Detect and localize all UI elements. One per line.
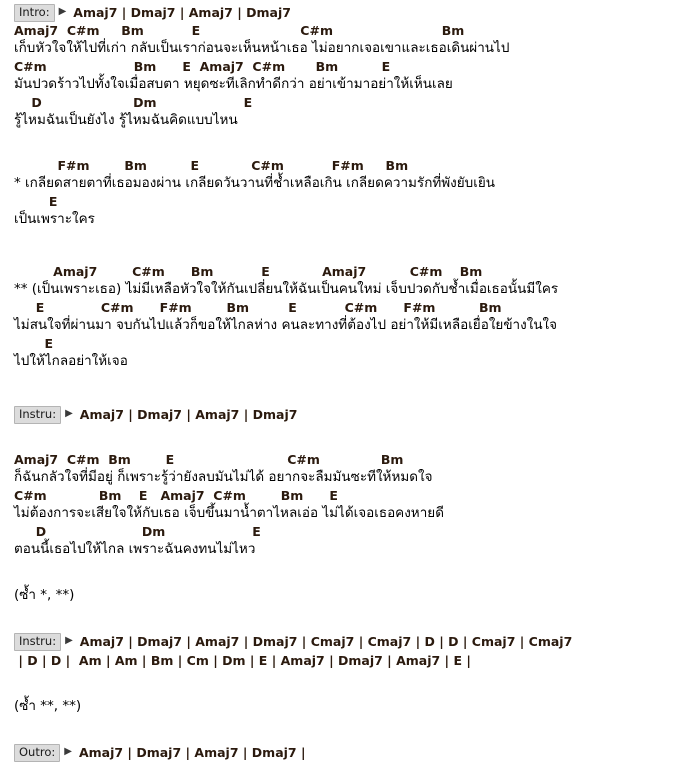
lyric-line: ** (เป็นเพราะเธอ) ไม่มีเหลือหัวใจให้กันเปลี่ยนให้ฉันเป็นคนใหม่ เจ็บปวดกับช้ำเมื่อเธอนั้นมีใคร [14, 281, 559, 297]
chord-line: C#m Bm E Amaj7 C#m Bm E [14, 488, 338, 503]
blank-line [14, 147, 680, 157]
chord-line: C#m Bm E Amaj7 C#m Bm E [14, 59, 391, 74]
blank-line [14, 716, 680, 733]
play-icon[interactable]: ▶ [65, 408, 73, 419]
repeat-marker: (ซ้ำ **, **) [14, 698, 82, 714]
section-label-instru[interactable]: Instru: [14, 406, 61, 424]
section-outro [14, 743, 680, 762]
blank-line [14, 388, 680, 405]
lyric-line: รู้ไหมฉันเป็นยังไง รู้ไหมฉันคิดแบบไหน [14, 112, 238, 128]
section-label-intro[interactable]: Intro: [14, 4, 55, 22]
section-label-outro[interactable]: Outro: [14, 744, 60, 762]
blank-line [14, 559, 680, 576]
chord-line: F#m Bm E C#m F#m Bm [14, 158, 409, 173]
lyric-line: * เกลียดสายตาที่เธอมองผ่าน เกลียดวันวานที่ช้ำเหลือเกิน เกลียดความรักที่พังยับเยิน [14, 175, 495, 191]
chord-line: E C#m F#m Bm E C#m F#m Bm [14, 300, 502, 315]
intro-chord-sequence: Amaj7 | Dmaj7 | Amaj7 | Dmaj7 [73, 5, 291, 20]
lyric-line: ไม่สนใจที่ผ่านมา จบกันไปแล้วก็ขอให้ไกลห่าง คนละทางที่ต้องไป อย่าให้มีเหลือเยื่อใยข้างในใจ [14, 317, 558, 333]
section-instru-2 [14, 632, 680, 651]
chord-line: D Dm E [14, 95, 253, 110]
lyric-line: ก็ฉันกลัวใจที่มีอยู่ ก็เพราะรู้ว่ายังลบมันไม่ได้ อยากจะลืมมันซะทีให้หมดใจ [14, 469, 433, 485]
blank-line [14, 371, 680, 388]
chord-line: D Dm E [14, 524, 261, 539]
section-instru-1 [14, 405, 680, 424]
instru-2-chord-sequence-line-2: | D | D | Am | Am | Bm | Cm | Dm | E | Amaj7 | Dmaj7 | Amaj7 | E | [14, 653, 471, 668]
chord-line: E [14, 336, 54, 351]
play-icon[interactable]: ▶ [58, 6, 67, 17]
instru-1-chord-sequence: Amaj7 | Dmaj7 | Amaj7 | Dmaj7 [79, 407, 298, 422]
lyric-line: ไม่ต้องการจะเสียใจให้กับเธอ เจ็บขึ้นมาน้ำตาไหลเอ่อ ไม่ได้เจอเธอคงหายดี [14, 505, 444, 521]
play-icon[interactable]: ▶ [64, 746, 72, 757]
blank-line [14, 687, 680, 697]
outro-chord-sequence: Amaj7 | Dmaj7 | Amaj7 | Dmaj7 | [78, 745, 306, 760]
blank-line [14, 605, 680, 622]
play-icon[interactable]: ▶ [65, 635, 73, 646]
blank-line [14, 576, 680, 586]
blank-line [14, 622, 680, 632]
lyric-line: มันปวดร้าวไปทั้งใจเมื่อสบตา หยุดซะทีเลิกทำดีกว่า อย่าเข้ามาอย่าให้เห็นเลย [14, 76, 453, 92]
blank-line [14, 246, 680, 263]
blank-line [14, 441, 680, 451]
chord-line: Amaj7 C#m Bm E Amaj7 C#m Bm [14, 264, 483, 279]
lyric-line: ไปให้ไกลอย่าให้เจอ [14, 353, 128, 369]
repeat-marker: (ซ้ำ *, **) [14, 587, 75, 603]
chord-line: Amaj7 C#m Bm E C#m Bm [14, 23, 465, 38]
lyric-line: เป็นเพราะใคร [14, 211, 95, 227]
section-intro [14, 3, 680, 22]
blank-line [14, 229, 680, 246]
blank-line [14, 670, 680, 687]
lyric-line: ตอนนี้เธอไปให้ไกล เพราะฉันคงทนไม่ไหว [14, 541, 256, 557]
lyric-line: เก็บหัวใจให้ไปที่เก่า กลับเป็นเราก่อนจะเห็นหน้าเธอ ไม่อยากเจอเขาและเธอเดินผ่านไป [14, 40, 510, 56]
chord-line: E [14, 194, 58, 209]
section-label-instru[interactable]: Instru: [14, 633, 61, 651]
chord-line: Amaj7 C#m Bm E C#m Bm [14, 452, 404, 467]
blank-line [14, 130, 680, 147]
blank-line [14, 424, 680, 441]
blank-line [14, 733, 680, 743]
instru-2-chord-sequence-line-1: Amaj7 | Dmaj7 | Amaj7 | Dmaj7 | Cmaj7 | Cmaj7 | D | D | Cmaj7 | Cmaj7 [79, 634, 573, 649]
